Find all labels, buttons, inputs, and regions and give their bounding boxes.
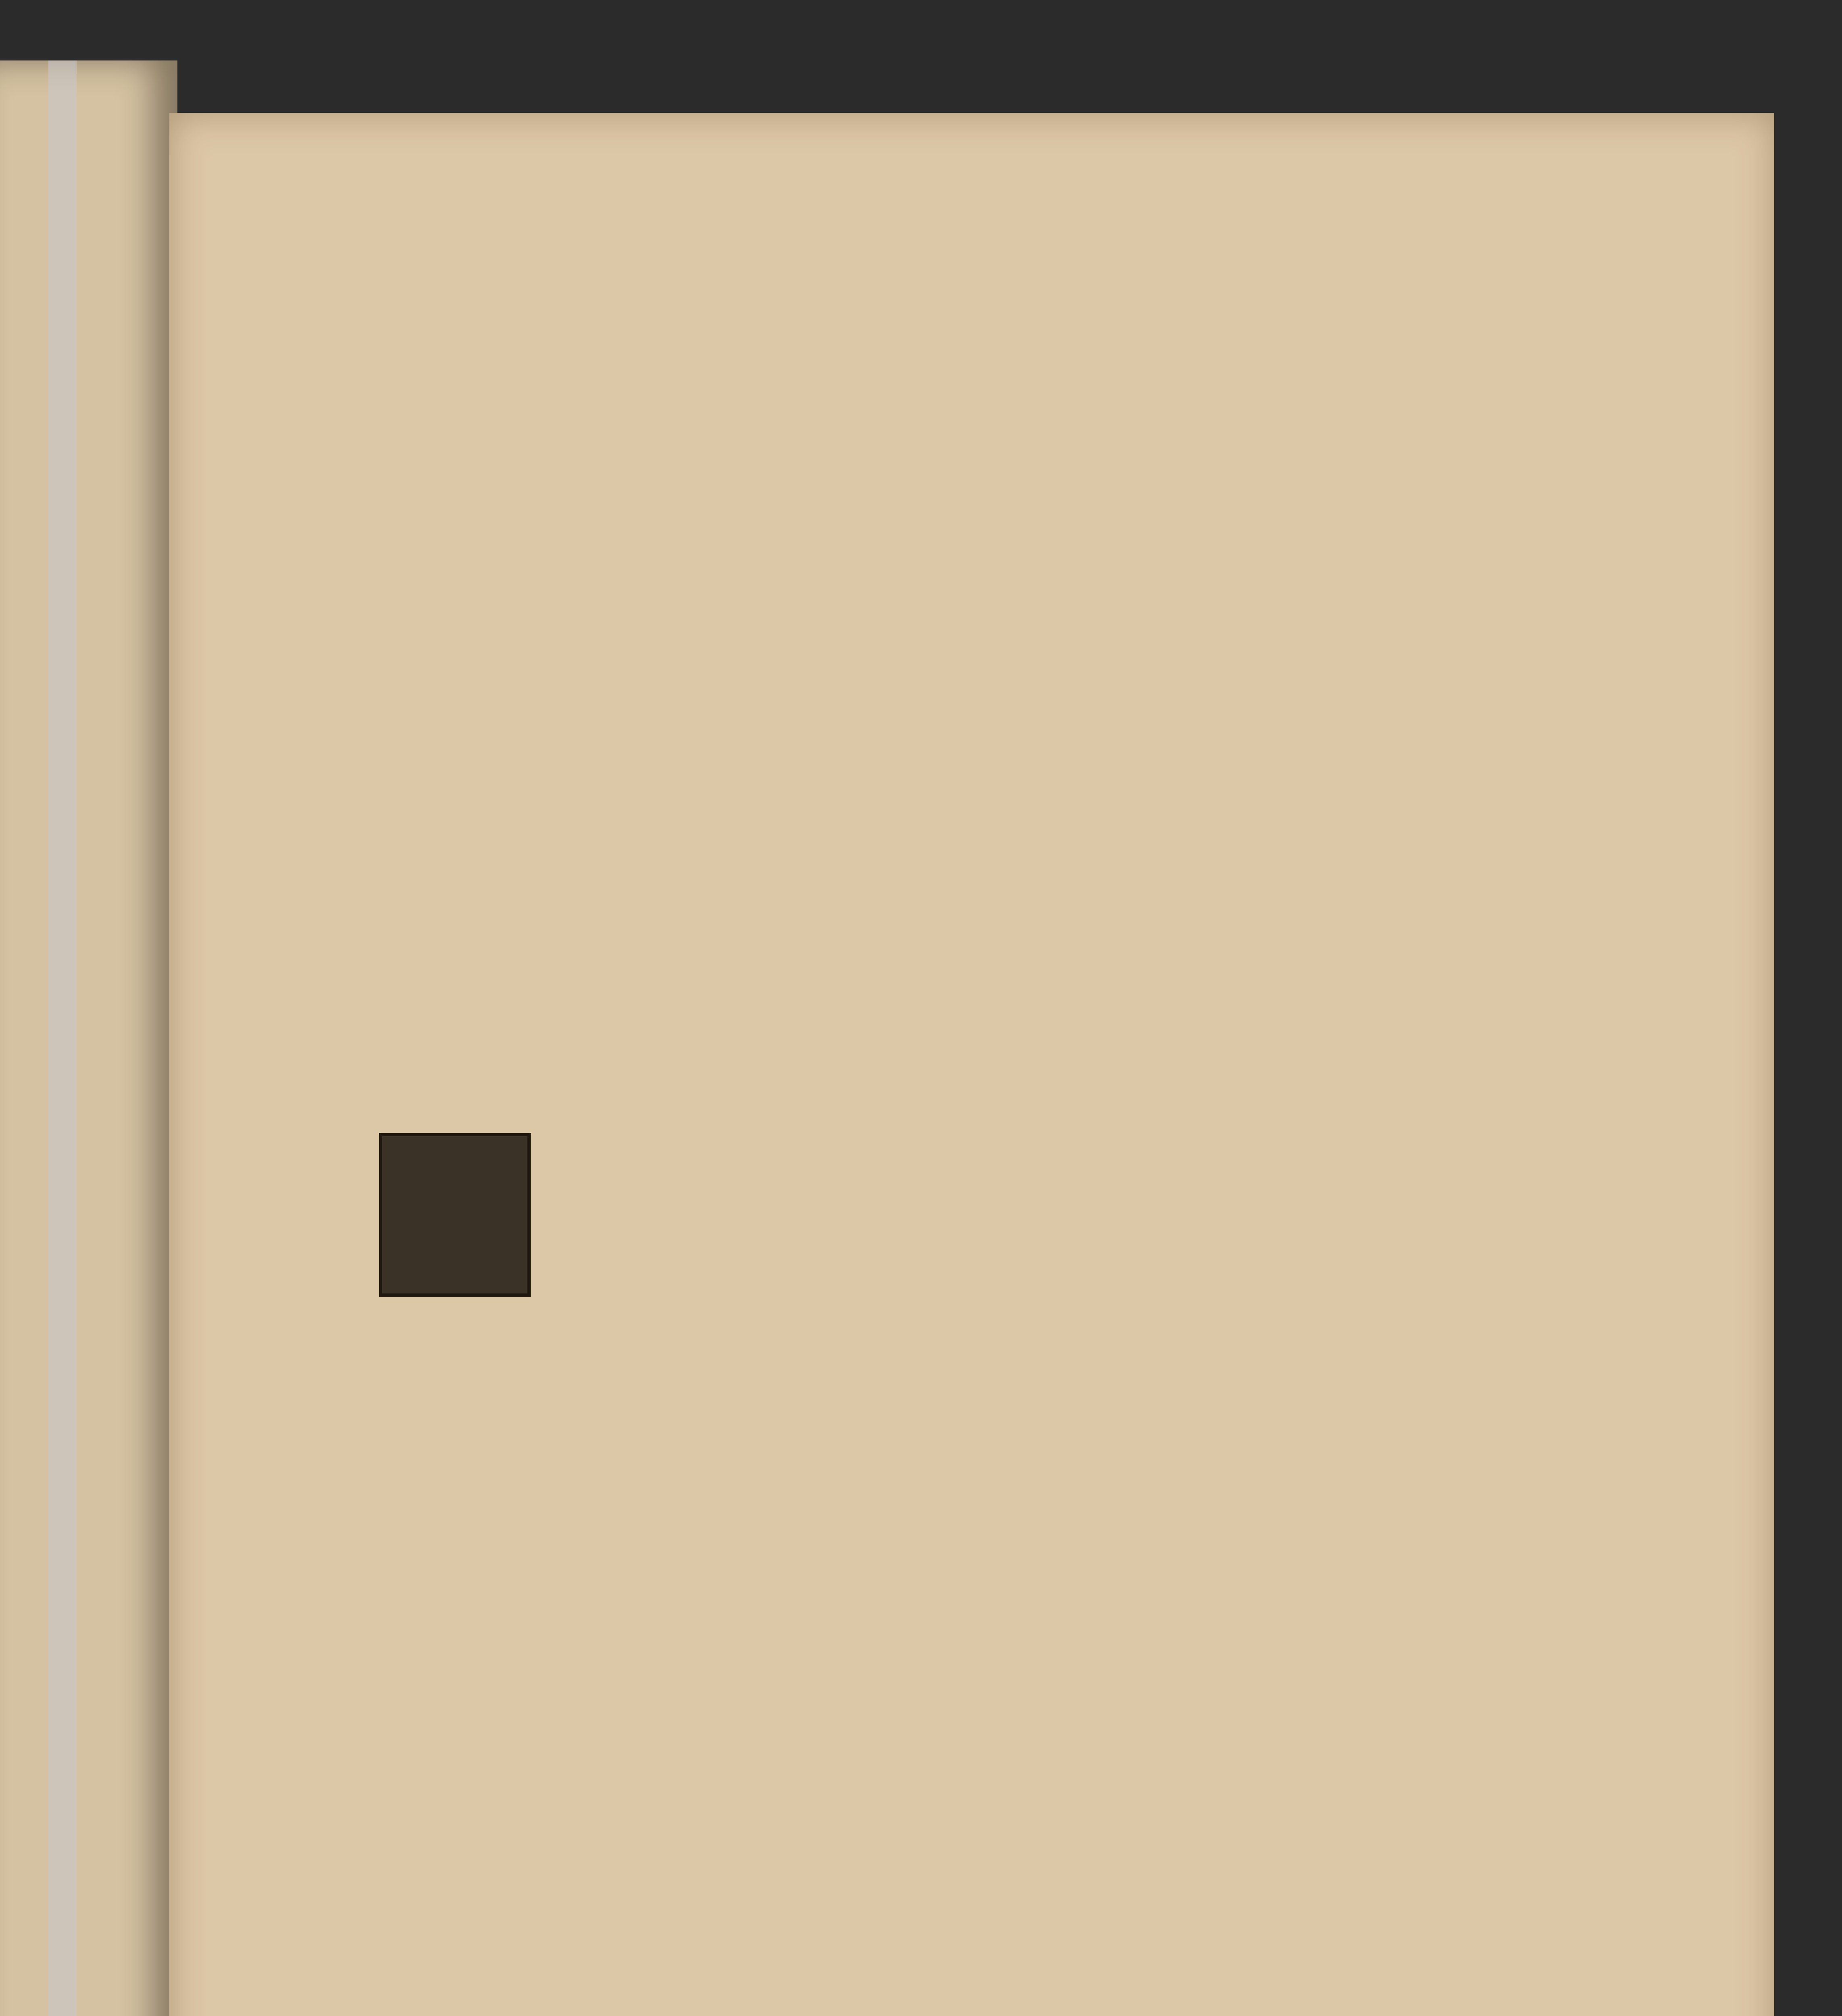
page-gutter — [48, 60, 77, 2016]
book-page — [169, 113, 1774, 2016]
previous-page-edge — [0, 60, 177, 2016]
decorated-initial — [379, 1133, 531, 1297]
